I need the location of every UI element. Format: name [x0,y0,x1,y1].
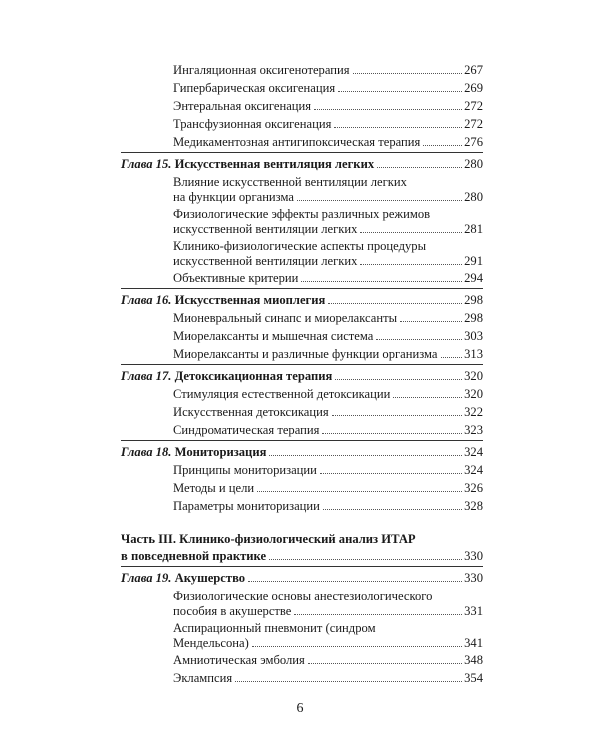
entry-title: Эклампсия [173,671,233,685]
dot-leader [294,614,462,615]
dot-leader [269,559,462,560]
toc-entry[interactable] [173,175,483,205]
entry-page: 272 [464,99,483,113]
toc-entry[interactable] [173,421,483,439]
toc-entry[interactable] [173,621,483,651]
dot-leader [323,509,462,510]
entry-title-line2: искусственной вентиляции легких [173,222,358,236]
entry-title: Мионевральный синапс и миорелаксанты [173,311,398,325]
toc-entry[interactable] [173,345,483,363]
chapter-separator [121,288,483,289]
toc-entry[interactable] [173,669,483,687]
toc-entry[interactable] [173,79,483,97]
toc-entry[interactable] [173,61,483,79]
chapter-title: Искусственная вентиляция легких [174,157,375,171]
entry-page: 328 [464,499,483,513]
dot-leader [332,415,462,416]
dot-leader [257,491,462,492]
toc-entry[interactable] [173,403,483,421]
dot-leader [423,145,462,146]
chapter-heading-16[interactable] [121,291,483,309]
chapter-label: Глава 17. [121,369,172,383]
entry-page: 354 [464,671,483,685]
chapter-heading-15[interactable] [121,155,483,173]
chapter-page: 320 [464,369,483,383]
toc-entry[interactable] [173,133,483,151]
entry-page: 269 [464,81,483,95]
toc-entry[interactable] [173,461,483,479]
chapter-title: Детоксикационная терапия [174,369,333,383]
entry-page: 341 [464,636,483,650]
dot-leader [441,357,463,358]
dot-leader [360,264,462,265]
chapter-title: Акушерство [174,571,246,585]
dot-leader [297,200,462,201]
entry-page: 291 [464,254,483,268]
toc-entry[interactable] [173,97,483,115]
entry-title: Ингаляционная оксигенотерапия [173,63,350,77]
entry-page: 331 [464,604,483,618]
chapter-heading-17[interactable] [121,367,483,385]
entry-page: 348 [464,653,483,667]
toc-entry[interactable] [173,651,483,669]
toc-entry[interactable] [173,269,483,287]
entry-title: Принципы мониторизации [173,463,317,477]
dot-leader [334,127,462,128]
entry-page: 326 [464,481,483,495]
chapter-page: 324 [464,445,483,459]
dot-leader [360,232,462,233]
table-of-contents [121,61,483,687]
chapter-page: 298 [464,293,483,307]
entry-title-line1: Физиологические эффекты различных режимов [173,207,431,221]
chapter-label: Глава 15. [121,157,172,171]
chapter-title: Искусственная миоплегия [174,293,326,307]
page-number: 6 [296,701,304,716]
entry-title: Медикаментозная антигипоксическая терапия [173,135,421,149]
toc-entry[interactable] [173,385,483,403]
toc-entry[interactable] [173,497,483,515]
chapter-separator [121,364,483,365]
entry-page: 322 [464,405,483,419]
entry-page: 298 [464,311,483,325]
entry-title-line2: Мендельсона) [173,636,249,650]
dot-leader [400,321,462,322]
entry-page: 272 [464,117,483,131]
entry-page: 324 [464,463,483,477]
part-heading-3[interactable] [121,532,483,565]
entry-title-line1: Физиологические основы анестезиологического [173,589,433,603]
entry-page: 323 [464,423,483,437]
chapter-separator [121,440,483,441]
dot-leader [393,397,462,398]
entry-page: 294 [464,271,483,285]
part-page: 330 [464,549,483,563]
chapter-page: 280 [464,157,483,171]
part-title-line2: в повседневной практике [121,549,267,563]
part-title-line1: Часть III. Клинико-физиологический анализ ИТАР [121,532,416,546]
entry-page: 313 [464,347,483,361]
dot-leader [308,663,462,664]
entry-title: Гипербарическая оксигенация [173,81,336,95]
chapter-label: Глава 18. [121,445,172,459]
entry-title: Трансфузионная оксигенация [173,117,332,131]
chapter-heading-19[interactable] [121,569,483,587]
toc-entry[interactable] [173,239,483,269]
entry-page: 281 [464,222,483,236]
entry-title: Миорелаксанты и мышечная система [173,329,374,343]
dot-leader [252,646,462,647]
dot-leader [235,681,462,682]
chapter-page: 330 [464,571,483,585]
entry-title: Энтеральная оксигенация [173,99,312,113]
toc-entry[interactable] [173,589,483,619]
toc-entry[interactable] [173,207,483,237]
dot-leader [338,91,462,92]
entry-page: 303 [464,329,483,343]
toc-entry[interactable] [173,115,483,133]
dot-leader [328,303,462,304]
entry-page: 267 [464,63,483,77]
entry-title: Параметры мониторизации [173,499,320,513]
toc-entry[interactable] [173,479,483,497]
chapter-label: Глава 19. [121,571,172,585]
chapter-title: Мониторизация [174,445,267,459]
entry-title-line1: Влияние искусственной вентиляции легких [173,175,407,189]
dot-leader [301,281,462,282]
entry-title: Синдроматическая терапия [173,423,320,437]
dot-leader [320,473,462,474]
chapter-label: Глава 16. [121,293,172,307]
entry-page: 280 [464,190,483,204]
dot-leader [322,433,462,434]
entry-title-line2: пособия в акушерстве [173,604,292,618]
chapter-separator [121,566,483,567]
entry-page: 276 [464,135,483,149]
dot-leader [376,339,462,340]
entry-title: Стимуляция естественной детоксикации [173,387,391,401]
dot-leader [248,581,462,582]
toc-entry[interactable] [173,327,483,345]
entry-title: Объективные критерии [173,271,299,285]
entry-title: Миорелаксанты и различные функции организма [173,347,438,361]
dot-leader [377,167,462,168]
entry-title-line1: Аспирационный пневмонит (синдром [173,621,376,635]
entry-title: Искусственная детоксикация [173,405,329,419]
dot-leader [314,109,462,110]
chapter-heading-18[interactable] [121,443,483,461]
dot-leader [335,379,462,380]
entry-page: 320 [464,387,483,401]
section-gap [121,515,483,532]
entry-title-line2: на функции организма [173,190,294,204]
dot-leader [353,73,463,74]
entry-title: Методы и цели [173,481,255,495]
dot-leader [269,455,462,456]
entry-title: Амниотическая эмболия [173,653,305,667]
toc-entry[interactable] [173,309,483,327]
entry-title-line1: Клинико-физиологические аспекты процедуры [173,239,427,253]
entry-title-line2: искусственной вентиляции легких [173,254,358,268]
chapter-separator [121,152,483,153]
